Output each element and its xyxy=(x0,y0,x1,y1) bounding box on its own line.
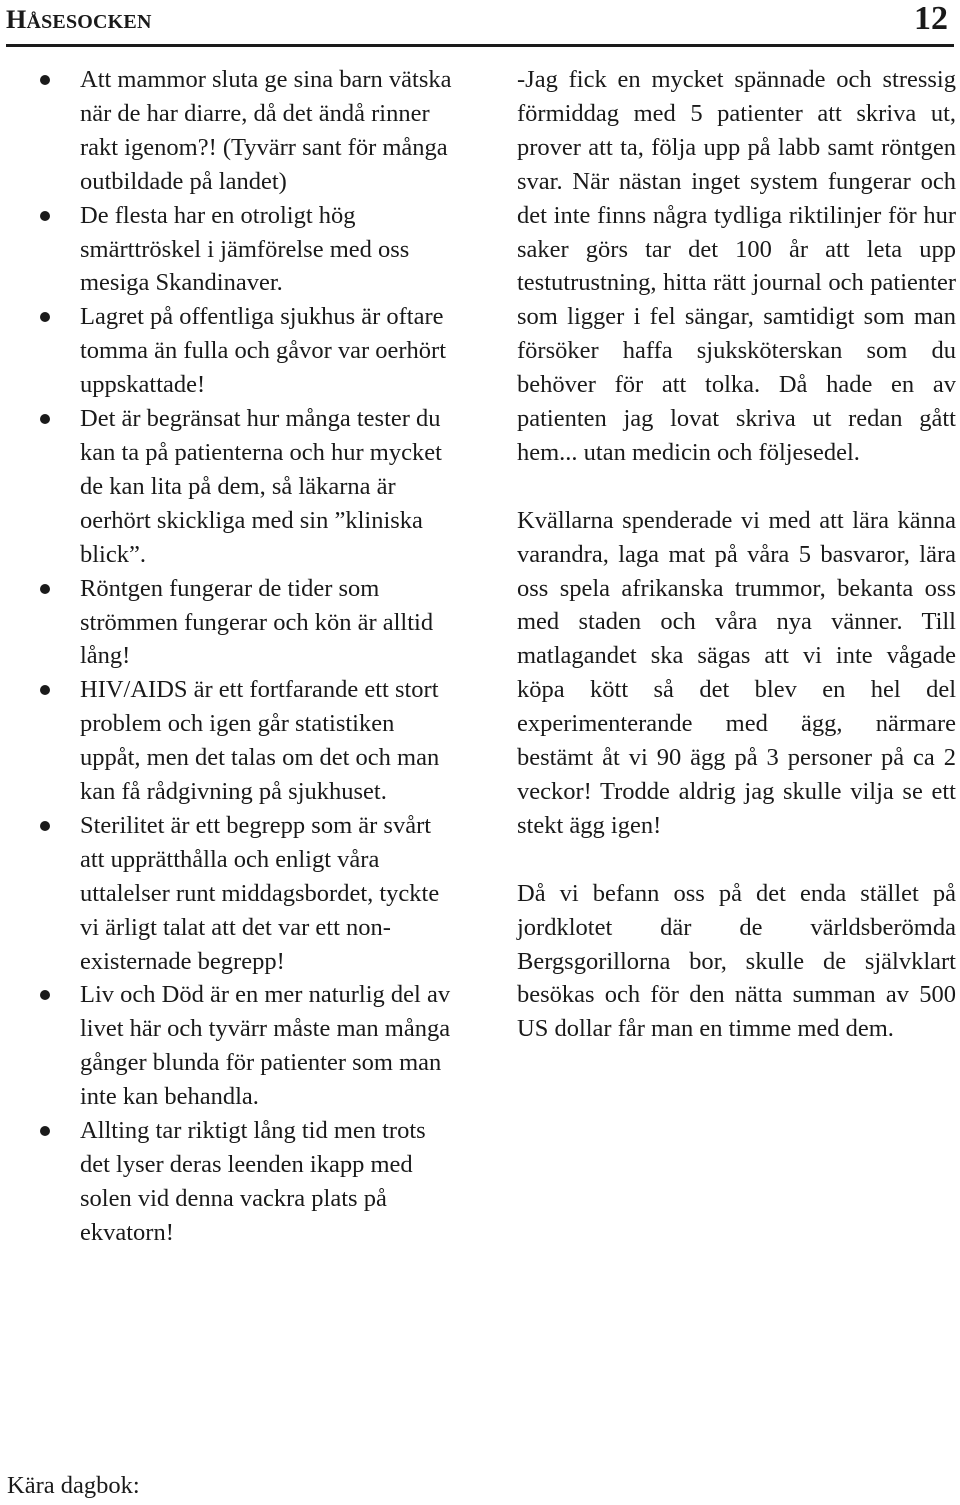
bullet-list xyxy=(0,63,470,1250)
bullet-text: Liv och Död är en mer naturlig del av livet här och tyvärr måste man många gånger blunda för patienter som man inte kan behandla. xyxy=(80,981,451,1111)
bullet-item xyxy=(0,978,470,1114)
bullet-text: Sterilitet är ett begrepp som är svårt att upprätthålla och enligt våra uttalelser runt middagsbordet, tyckte vi ärligt talat att det var ett non-existernade begrepp! xyxy=(80,811,440,975)
newsletter-title-rest: ÅSESOCKEN xyxy=(26,11,152,33)
bullet-text: Röntgen fungerar de tider som strömmen fungerar och kön är alltid lång! xyxy=(80,574,434,670)
bullet-text: Allting tar riktigt lång tid men trots det lyser deras leenden ikapp med solen vid denna vackra plats på ekvatorn! xyxy=(80,1117,426,1246)
bullet-dot-icon xyxy=(40,685,50,695)
bullet-item xyxy=(0,572,470,674)
bullet-item xyxy=(0,402,470,572)
paragraph-evenings: Kvällarna spenderade vi med att lära känna varandra, laga mat på våra 5 basvaror, lära oss spela afrikanska trummor, bekanta oss med staden och våra nya vänner. Till matlagandet ska sägas att vi inte vågade köpa kött så det blev en hel del experimenterande med ägg, närmare bestämt åt vi 90 ägg på 3 personer på ca 2 veckor! Trodde aldrig jag skulle vilja se ett stekt ägg igen! xyxy=(517,506,956,839)
bullet-dot-icon xyxy=(40,312,50,322)
bullet-item xyxy=(0,300,470,402)
bullet-item xyxy=(0,673,470,809)
bullet-item xyxy=(0,63,470,199)
right-column xyxy=(517,63,956,1046)
page-number: 12 xyxy=(914,0,948,37)
bullet-item xyxy=(0,199,470,301)
bullet-dot-icon xyxy=(40,414,50,424)
bullet-item xyxy=(0,809,470,979)
bullet-item xyxy=(0,1114,470,1250)
bullet-dot-icon xyxy=(40,75,50,85)
bullet-dot-icon xyxy=(40,990,50,1000)
bullet-text: Att mammor sluta ge sina barn vätska när de har diarre, då det ändå rinner rakt igenom?! (Tyvärr sant för många outbildade på landet) xyxy=(80,66,452,195)
bullet-dot-icon xyxy=(40,584,50,594)
page-header xyxy=(6,0,954,47)
newsletter-title-initial: H xyxy=(6,5,27,34)
left-column xyxy=(0,63,470,1250)
bullet-text: De flesta har en otroligt hög smärttröskel i jämförelse med oss mesiga Skandinaver. xyxy=(80,201,410,297)
bullet-dot-icon xyxy=(40,821,50,831)
paragraph-stressful-morning: -Jag fick en mycket spännade och stressig förmiddag med 5 patienter att skriva ut, prover att ta, följa upp på labb samt röntgen svar. När nästan inget system fungerar och det inte finns några tydliga riktilinjer för hur saker görs tar det 100 år att leta upp testutrustning, hitta rätt journal och patienter som ligger i fel sängar, samtidigt som man försöker haffa sjuksköterskan som du behöver för att tolka. Då hade en av patienten jag lovat skriva ut redan gått hem... utan medicin och följesedel. xyxy=(517,66,956,466)
bullet-text: Lagret på offentliga sjukhus är oftare tomma än fulla och gåvor var oerhört uppskattade! xyxy=(80,303,447,399)
bullet-text: HIV/AIDS är ett fortfarande ett stort problem och igen går statistiken uppåt, men det talas om det och man kan få rådgivning på sjukhuset. xyxy=(80,676,440,806)
newsletter-title xyxy=(6,2,152,40)
diary-heading: Kära dagbok: xyxy=(7,1472,140,1499)
bullet-dot-icon xyxy=(40,211,50,221)
paragraph-gorillas: Då vi befann oss på det enda stället på jordklotet där de världsberömda Bergsgorillorna bor, skulle de självklart besökas och för den nätta summan av 500 US dollar får man en timme med dem. xyxy=(517,879,956,1043)
bullet-text: Det är begränsat hur många tester du kan ta på patienterna och hur mycket de kan lita på dem, så läkarna är oerhört skickliga med sin ”kliniska blick”. xyxy=(80,405,442,568)
bullet-dot-icon xyxy=(40,1126,50,1136)
